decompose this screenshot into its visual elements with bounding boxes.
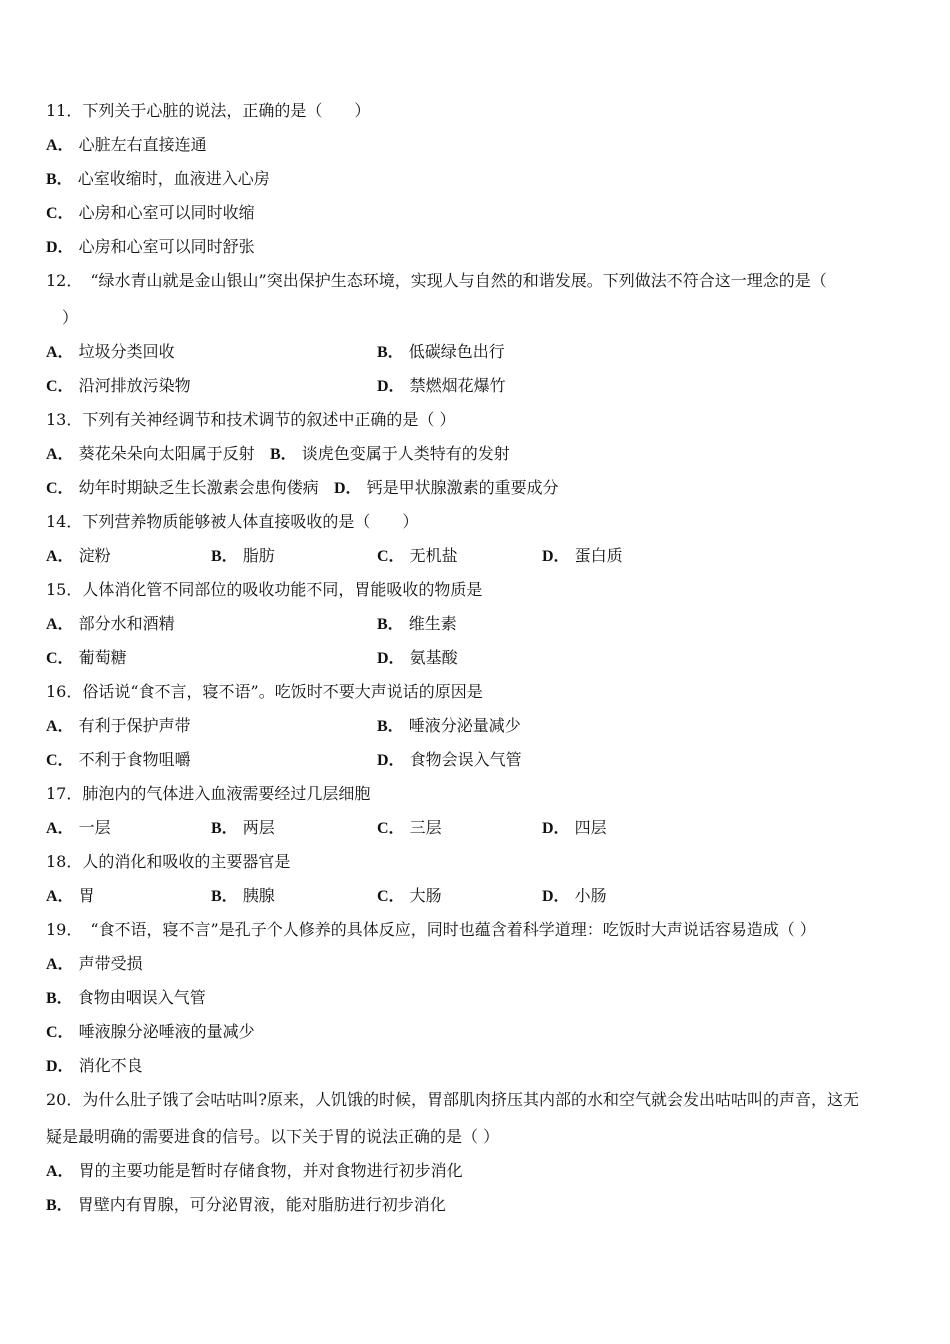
q17-option-c: C． 三层 [377, 818, 442, 837]
q17-option-b: B． 两层 [211, 818, 275, 837]
q16-option-d: D． 食物会误入气管 [377, 750, 522, 769]
q17-options-row [46, 818, 906, 838]
q11-option-c: C． 心房和心室可以同时收缩 [46, 203, 255, 222]
q19-option-d: D． 消化不良 [46, 1056, 143, 1075]
q15-option-b: B． 维生素 [377, 614, 457, 633]
question-17-stem: 17．肺泡内的气体进入血液需要经过几层细胞 [46, 784, 371, 803]
q16-option-a: A． 有利于保护声带 [46, 716, 191, 735]
q11-option-d: D． 心房和心室可以同时舒张 [46, 237, 255, 256]
question-13-stem: 13．下列有关神经调节和技术调节的叙述中正确的是（ ） [46, 410, 456, 429]
q19-option-c: C． 唾液腺分泌唾液的量减少 [46, 1022, 255, 1041]
q16-option-c: C． 不利于食物咀嚼 [46, 750, 191, 769]
q20-option-b: B． 胃壁内有胃腺，可分泌胃液，能对脂肪进行初步消化 [46, 1195, 446, 1214]
q14-option-d: D． 蛋白质 [542, 546, 623, 565]
q20-option-a: A． 胃的主要功能是暂时存储食物，并对食物进行初步消化 [46, 1161, 463, 1180]
q15-option-a: A． 部分水和酒精 [46, 614, 175, 633]
q11-option-b: B． 心室收缩时，血液进入心房 [46, 169, 270, 188]
q14-option-b: B． 脂肪 [211, 546, 275, 565]
q14-option-c: C． 无机盐 [377, 546, 458, 565]
q18-option-c: C． 大肠 [377, 886, 442, 905]
q11-option-a: A． 心脏左右直接连通 [46, 135, 207, 154]
q18-options-row [46, 886, 906, 906]
q12-option-c: C． 沿河排放污染物 [46, 376, 191, 395]
question-18-stem: 18．人的消化和吸收的主要器官是 [46, 852, 291, 871]
question-16-stem: 16．俗话说“食不言，寝不语”。吃饭时不要大声说话的原因是 [46, 682, 483, 701]
q18-option-a: A． 胃 [46, 886, 95, 905]
question-12-stem-cont: ） [62, 308, 79, 327]
q17-option-a: A． 一层 [46, 818, 111, 837]
question-11-stem: 11．下列关于心脏的说法，正确的是（ ） [46, 101, 371, 120]
q15-options-row-2 [46, 648, 906, 668]
q14-option-a: A． 淀粉 [46, 546, 111, 565]
q13-option-a: A． 葵花朵朵向太阳属于反射 [46, 444, 255, 463]
q17-option-d: D． 四层 [542, 818, 607, 837]
q13-options-row-1 [46, 444, 510, 464]
q18-option-d: D． 小肠 [542, 886, 607, 905]
q13-option-c: C． 幼年时期缺乏生长激素会患佝偻病 [46, 478, 319, 497]
q15-option-c: C． 葡萄糖 [46, 648, 127, 667]
question-15-stem: 15．人体消化管不同部位的吸收功能不同，胃能吸收的物质是 [46, 580, 483, 599]
q16-options-row-2 [46, 750, 906, 770]
q13-options-row-2 [46, 478, 559, 498]
q13-option-d: D． 钙是甲状腺激素的重要成分 [333, 478, 559, 497]
question-20-stem-cont: 疑是最明确的需要进食的信号。以下关于胃的说法正确的是（ ） [46, 1127, 500, 1146]
q19-option-b: B． 食物由咽误入气管 [46, 988, 206, 1007]
q16-option-b: B． 唾液分泌量减少 [377, 716, 521, 735]
q13-option-b: B． 谈虎色变属于人类特有的发射 [269, 444, 510, 463]
q12-option-d: D． 禁燃烟花爆竹 [377, 376, 506, 395]
q12-option-a: A． 垃圾分类回收 [46, 342, 175, 361]
question-19-stem: 19． “食不语，寝不言”是孔子个人修养的具体反应，同时也蕴含着科学道理：吃饭时大声说话容易造成（ ） [46, 920, 816, 939]
question-12-stem: 12． “绿水青山就是金山银山”突出保护生态环境，实现人与自然的和谐发展。下列做法不符合这一理念的是（ [46, 271, 827, 290]
q15-option-d: D． 氨基酸 [377, 648, 458, 667]
question-20-stem: 20．为什么肚子饿了会咕咕叫?原来，人饥饿的时候，胃部肌肉挤压其内部的水和空气就会发出咕咕叫的声音，这无 [46, 1090, 859, 1109]
q16-options-row-1 [46, 716, 906, 736]
q12-option-b: B． 低碳绿色出行 [377, 342, 505, 361]
q19-option-a: A． 声带受损 [46, 954, 143, 973]
q14-options-row [46, 546, 906, 566]
q18-option-b: B． 胰腺 [211, 886, 275, 905]
question-14-stem: 14．下列营养物质能够被人体直接吸收的是（ ） [46, 512, 419, 531]
q12-options-row-1 [46, 342, 906, 362]
q12-options-row-2 [46, 376, 906, 396]
q15-options-row-1 [46, 614, 906, 634]
